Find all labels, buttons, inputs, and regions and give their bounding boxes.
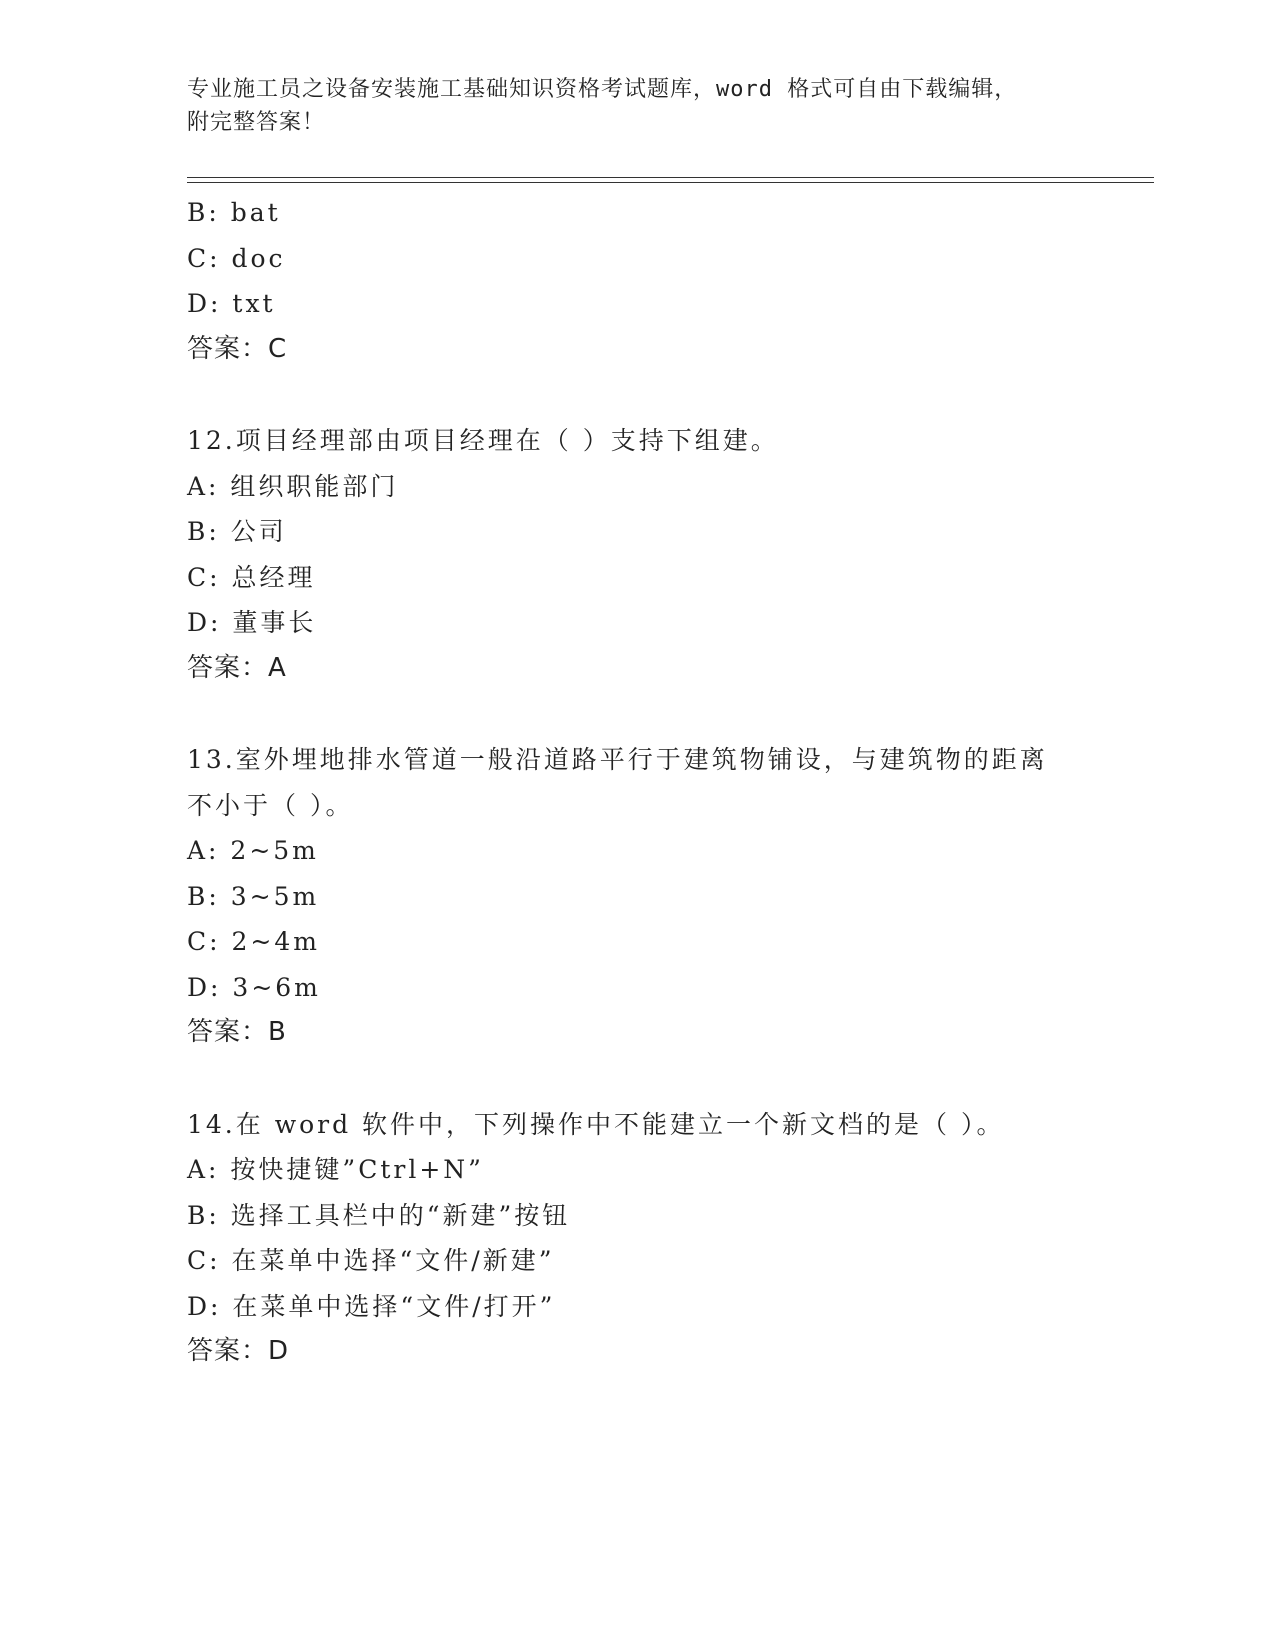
- question-stem-line-1: 13.室外埋地排水管道一般沿道路平行于建筑物铺设，与建筑物的距离: [187, 745, 1048, 774]
- question-stem: 14.在 word 软件中，下列操作中不能建立一个新文档的是（ ）。: [187, 1109, 1005, 1139]
- option-b: B: 选择工具栏中的“新建”按钮: [187, 1200, 571, 1230]
- option-a: A: 按快捷键”Ctrl+N”: [187, 1155, 484, 1184]
- answer: 答案：A: [187, 652, 287, 683]
- header-divider-top: [187, 177, 1154, 178]
- question-12: [187, 418, 1137, 691]
- option-b: B: 3~5m: [187, 881, 320, 911]
- header-line-1: 专业施工员之设备安装施工基础知识资格考试题库，word 格式可自由下载编辑，: [187, 77, 1018, 102]
- option-c: C: 在菜单中选择“文件/新建”: [187, 1246, 555, 1275]
- option-b: B: bat: [187, 198, 281, 227]
- option-c: C: 2~4m: [187, 927, 320, 956]
- option-d: D: 在菜单中选择“文件/打开”: [187, 1291, 556, 1321]
- header-line-2: 附完整答案！: [187, 110, 326, 135]
- question-stem-line-2: 不小于（ ）。: [187, 790, 354, 820]
- header-divider-bottom: [187, 182, 1154, 183]
- option-d: D: 3~6m: [187, 972, 321, 1002]
- question-spacer: [187, 691, 1137, 737]
- answer: 答案：D: [187, 1336, 290, 1366]
- question-spacer: [187, 372, 1137, 418]
- question-stem: 12.项目经理部由项目经理在（ ）支持下组建。: [187, 426, 779, 455]
- document-header: [187, 73, 1087, 139]
- question-list: [187, 190, 1137, 1375]
- option-d: D: txt: [187, 289, 276, 318]
- question-11: [187, 190, 1137, 372]
- answer: 答案：B: [187, 1017, 287, 1047]
- option-d: D: 董事长: [187, 608, 317, 637]
- option-c: C: doc: [187, 243, 286, 273]
- question-13: [187, 737, 1137, 1056]
- option-a: A: 2~5m: [187, 836, 319, 865]
- option-a: A: 组织职能部门: [187, 471, 399, 501]
- question-spacer: [187, 1056, 1137, 1102]
- question-14: [187, 1102, 1137, 1375]
- option-c: C: 总经理: [187, 562, 316, 592]
- answer: 答案：C: [187, 333, 288, 364]
- option-b: B: 公司: [187, 517, 287, 546]
